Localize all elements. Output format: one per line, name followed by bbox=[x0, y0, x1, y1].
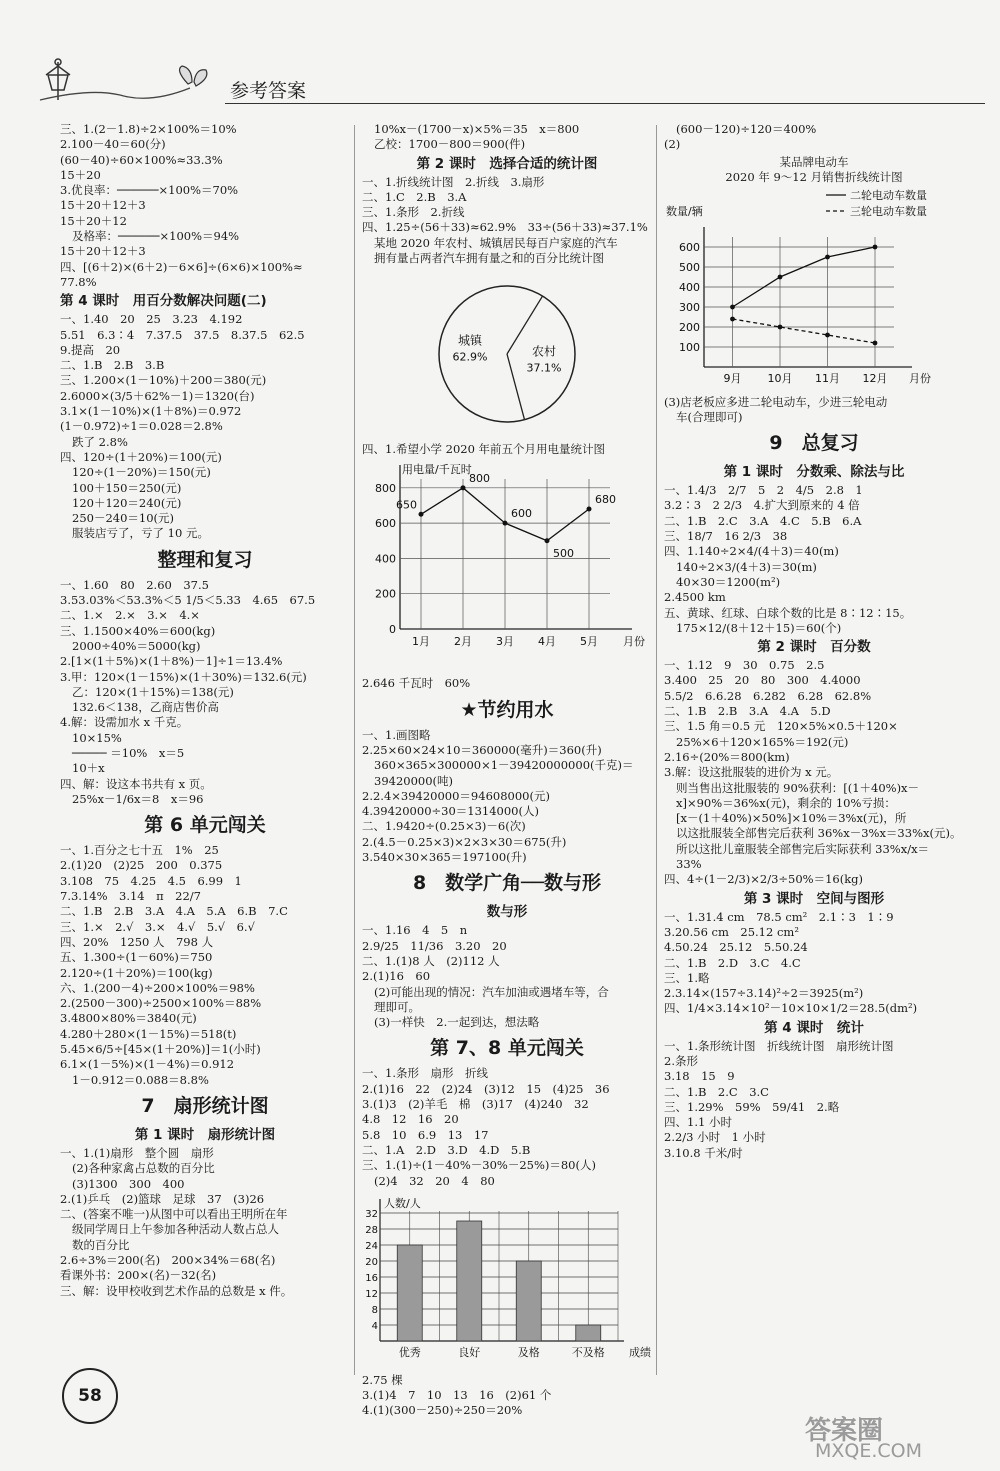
data-point bbox=[873, 340, 878, 345]
y-tick-label: 12 bbox=[365, 1288, 378, 1300]
section-heading: ★节约用水 bbox=[460, 698, 554, 721]
answer-line: 2.100－40＝60(分) bbox=[60, 137, 166, 152]
answer-line: 四、解：设这本书共有 x 页。 bbox=[60, 776, 212, 791]
answer-line: 一、1.(1)扇形 整个圆 扇形 bbox=[60, 1145, 214, 1160]
page-header bbox=[0, 0, 1000, 115]
answer-line: 一、1.60 80 2.60 37.5 bbox=[60, 577, 209, 592]
answer-line: 10＋x bbox=[72, 761, 105, 776]
answer-line: (2)各种家禽占总数的百分比 bbox=[72, 1161, 215, 1176]
y-tick-label: 600 bbox=[375, 517, 396, 531]
answer-line: 一、1.百分之七十五 1% 25 bbox=[60, 843, 219, 858]
answer-line: 2.4500 km bbox=[664, 590, 726, 605]
data-point bbox=[545, 539, 550, 544]
lesson-heading: 第 1 课时 扇形统计图 bbox=[134, 1126, 276, 1143]
answer-line: 5.5/2 6.6.28 6.282 6.28 62.8% bbox=[664, 688, 872, 703]
answer-line: (3)店老板应多进二轮电动车，少进三轮电动 bbox=[664, 394, 888, 409]
data-point bbox=[778, 324, 783, 329]
answer-line: 3.(1)4 7 10 13 16 (2)61 个 bbox=[362, 1388, 552, 1403]
answer-line: (600－120)÷120＝400% bbox=[676, 122, 817, 136]
page-number: 58 bbox=[62, 1368, 118, 1424]
x-axis-unit: 月份 bbox=[623, 635, 645, 649]
y-tick-label: 400 bbox=[679, 280, 700, 294]
y-tick-label: 300 bbox=[679, 300, 700, 314]
answer-line: 4.8 12 16 20 bbox=[362, 1112, 459, 1127]
section-heading: 8 数学广角──数与形 bbox=[412, 872, 602, 895]
answer-line: (3)一样快 2.一起到达，想法略 bbox=[374, 1015, 540, 1030]
bar-chart bbox=[362, 1191, 652, 1371]
answer-line: 3.2∶3 2 2/3 4.扩大到原来的 4 倍 bbox=[664, 498, 860, 513]
answer-line: 2.3.14×(157÷3.14)²÷2＝3925(m²) bbox=[664, 986, 864, 1001]
answer-line: 33% bbox=[676, 857, 702, 872]
column-2-bottom bbox=[362, 1373, 652, 1419]
answer-line: 15＋20 bbox=[60, 167, 101, 182]
answer-line: 2.(1)乒乓 (2)篮球 足球 37 (3)26 bbox=[60, 1191, 265, 1206]
answer-line: [x－(1＋40%)×50%]×10%＝3%x(元)，所 bbox=[676, 811, 907, 826]
lesson-heading: 第 1 课时 分数乘、除法与比 bbox=[723, 464, 905, 481]
series-line-two-wheel bbox=[733, 247, 876, 307]
answer-line: 2.6÷3%＝200(名) 200×34%＝68(名) bbox=[60, 1253, 276, 1267]
answer-line: 2.(1)16 60 bbox=[362, 969, 431, 984]
bar bbox=[397, 1245, 422, 1341]
answer-line: 4.50.24 25.12 5.50.24 bbox=[664, 940, 808, 955]
answer-line: 2.9/25 11/36 3.20 20 bbox=[362, 938, 507, 953]
answer-line: 15＋20＋12＋3 bbox=[60, 198, 146, 213]
x-tick-label: 3月 bbox=[496, 635, 514, 649]
lamp-icon bbox=[46, 59, 70, 100]
answer-line: 服装店亏了，亏了 10 元。 bbox=[72, 526, 209, 541]
answer-line: 拥有量占两者汽车拥有量之和的百分比统计图 bbox=[374, 251, 604, 266]
y-tick-label: 20 bbox=[365, 1256, 378, 1268]
chart-title: 四、1.希望小学 2020 年前五个月用电量统计图 bbox=[362, 442, 606, 457]
answer-line: 3.108 75 4.25 4.5 6.99 1 bbox=[60, 873, 242, 888]
y-axis-label: 数量/辆 bbox=[666, 204, 703, 218]
answer-line: 所以这批儿童服装全部售完后实际获利 33%x/x＝ bbox=[676, 841, 930, 856]
bar bbox=[457, 1221, 482, 1341]
answer-line: 7.3.14% 3.14 π 22/7 bbox=[60, 889, 201, 904]
answer-line: 理即可。 bbox=[374, 999, 420, 1014]
answer-line: 一、1.条形统计图 折线统计图 扇形统计图 bbox=[664, 1038, 894, 1053]
answer-line: 跌了 2.8% bbox=[72, 434, 128, 449]
y-tick-label: 200 bbox=[375, 588, 396, 602]
data-label: 600 bbox=[511, 507, 532, 521]
data-label: 800 bbox=[469, 472, 490, 486]
x-tick-label: 2月 bbox=[454, 635, 472, 649]
answer-line: 120÷(1－20%)＝150(元) bbox=[72, 465, 211, 480]
answer-column-2 bbox=[362, 122, 652, 1419]
answer-line: 四、[(6＋2)×(6＋2)－6×6]÷(6×6)×100%≈ bbox=[60, 259, 303, 274]
answer-line: 3.540×30×365＝197100(升) bbox=[362, 850, 527, 865]
answer-line: 175×12/(8＋12＋15)＝60(个) bbox=[676, 620, 842, 635]
answer-line: 3.10.8 千米/时 bbox=[664, 1145, 743, 1160]
column-divider bbox=[656, 125, 657, 1375]
answer-line: 2.16÷(20%＝800(km) bbox=[664, 749, 790, 764]
answer-line: x]×90%＝36%x(元)，剩余的 10%亏损： bbox=[676, 795, 896, 810]
answer-line: 25%x－1/6x＝8 x＝96 bbox=[72, 791, 204, 806]
answer-line: 三、1.× 2.√ 3.× 4.√ 5.√ 6.√ bbox=[60, 919, 255, 934]
answer-line: 及格率：──────×100%＝94% bbox=[72, 229, 240, 244]
answer-line: 132.6＜138，乙商店售价高 bbox=[72, 700, 219, 715]
answer-line: 三、1.略 bbox=[664, 970, 710, 985]
pie-slice-value: 62.9% bbox=[452, 350, 488, 364]
x-tick-label: 12月 bbox=[862, 371, 888, 385]
data-point bbox=[419, 512, 424, 517]
column-3-middle bbox=[664, 395, 964, 1161]
answer-line: 3.400 25 20 80 300 4.4000 bbox=[664, 673, 861, 688]
answer-line: 2.2/3 小时 1 小时 bbox=[664, 1130, 766, 1145]
answer-line: 一、1.31.4 cm 78.5 cm² 2.1∶3 1∶9 bbox=[664, 909, 894, 924]
answer-line: 5.45×6/5÷[45×(1＋20%)]＝1(小时) bbox=[60, 1042, 261, 1057]
answer-line: 三、1.1500×40%＝600(kg) bbox=[60, 623, 216, 638]
x-axis-unit: 月份 bbox=[909, 371, 931, 385]
answer-line: 120＋120＝240(元) bbox=[72, 495, 182, 510]
answer-line: 三、1.(1)÷(1－40%－30%－25%)＝80(人) bbox=[362, 1158, 596, 1173]
section-heading: 7 扇形统计图 bbox=[141, 1094, 269, 1117]
y-tick-label: 0 bbox=[389, 623, 396, 637]
answer-line: 四、120÷(1＋20%)＝100(元) bbox=[60, 449, 222, 464]
answer-line: 四、1.1 小时 bbox=[664, 1115, 732, 1130]
pie-slice-label: 农村 bbox=[532, 344, 557, 359]
answer-line: 五、黄球、红球、白球个数的比是 8∶12∶15。 bbox=[664, 605, 912, 620]
answer-line: 一、1.16 4 5 n bbox=[362, 923, 468, 938]
header-title: 参考答案 bbox=[230, 80, 307, 102]
pie-slice-boundary bbox=[507, 354, 525, 420]
chart-title-2: 2020 年 9～12 月销售折线统计图 bbox=[725, 169, 903, 184]
x-tick-label: 10月 bbox=[767, 371, 793, 385]
answer-line: 2.(2500－300)÷2500×100%＝88% bbox=[60, 996, 262, 1011]
lesson-heading: 第 2 课时 选择合适的统计图 bbox=[416, 155, 598, 172]
x-tick-label: 不及格 bbox=[571, 1345, 605, 1359]
answer-line: 一、1.折线统计图 2.折线 3.扇形 bbox=[362, 174, 545, 189]
answer-line: 车(合理即可) bbox=[676, 409, 743, 424]
answer-line: 三、1.5 角＝0.5 元 120×5%×0.5＋120× bbox=[664, 719, 898, 734]
header-rule bbox=[225, 103, 985, 104]
answer-line: 二、1.× 2.× 3.× 4.× bbox=[60, 608, 200, 623]
answer-line: 2.6000×(3/5＋62%－1)＝1320(台) bbox=[60, 388, 255, 403]
answer-line: 一、1.4/3 2/7 5 2 4/5 2.8 1 bbox=[664, 483, 863, 498]
answer-line: 乙：120×(1＋15%)＝138(元) bbox=[72, 684, 234, 699]
series-line-three-wheel bbox=[733, 319, 876, 343]
y-tick-label: 600 bbox=[679, 240, 700, 254]
answer-line: 二、1.B 2.C 3.C bbox=[664, 1084, 769, 1099]
answer-line: 100＋150＝250(元) bbox=[72, 480, 182, 495]
answer-line: 二、1.B 2.B 3.B bbox=[60, 358, 165, 373]
data-point bbox=[778, 274, 783, 279]
answer-line: 四、4÷(1－2/3)×2/3÷50%＝16(kg) bbox=[664, 872, 864, 887]
y-tick-label: 28 bbox=[365, 1224, 378, 1236]
answer-line: 1－0.912＝0.088＝8.8% bbox=[72, 1072, 209, 1087]
pie-slice-label: 城镇 bbox=[457, 333, 482, 348]
answer-line: (3)1300 300 400 bbox=[72, 1176, 185, 1191]
answer-line: 2.75 棵 bbox=[362, 1372, 403, 1387]
answer-line: 4.解：设需加水 x 千克。 bbox=[60, 715, 189, 730]
answer-line: 2.25×60×24×10＝360000(毫升)＝360(升) bbox=[362, 742, 602, 757]
answer-line: 一、1.画图略 bbox=[362, 727, 431, 742]
answer-line: 二、1.B 2.C 3.A 4.C 5.B 6.A bbox=[664, 513, 862, 528]
answer-column-3 bbox=[664, 122, 964, 1161]
answer-line: 4.(1)(300－250)÷250＝20% bbox=[362, 1403, 523, 1418]
answer-line: 三、1.(2－1.8)÷2×100%＝10% bbox=[60, 122, 237, 136]
x-tick-label: 9月 bbox=[723, 371, 742, 385]
data-label: 500 bbox=[553, 547, 574, 561]
y-tick-label: 24 bbox=[365, 1240, 378, 1252]
answer-line: 140÷2×3/(4＋3)＝30(m) bbox=[676, 559, 817, 574]
answer-line: 二、1.9420÷(0.25×3)－6(次) bbox=[362, 819, 526, 834]
answer-line: 二、1.(1)8 人 (2)112 人 bbox=[362, 953, 500, 968]
answer-line: 五、1.300÷(1－60%)＝750 bbox=[60, 950, 213, 965]
answer-line: 看课外书：200×(名)－32(名) bbox=[60, 1268, 217, 1283]
answer-line: 四、1.25÷(56＋33)≈62.9% 33÷(56＋33)≈37.1% bbox=[362, 220, 648, 235]
answer-line: 以这批服装全部售完后获利 36%x－3%x＝33%x(元)。 bbox=[676, 826, 962, 841]
answer-line: 10×15% bbox=[72, 730, 122, 745]
x-tick-label: 5月 bbox=[580, 635, 598, 649]
answer-line: 二、1.C 2.B 3.A bbox=[362, 189, 467, 204]
answer-line: 三、1.29% 59% 59/41 2.略 bbox=[664, 1099, 840, 1114]
y-tick-label: 500 bbox=[679, 260, 700, 274]
answer-line: 二、1.A 2.D 3.D 4.D 5.B bbox=[362, 1142, 531, 1157]
column-2-middle bbox=[362, 676, 652, 1188]
answer-line: 15＋20＋12 bbox=[60, 213, 127, 228]
answer-line: (2)可能出现的情况：汽车加油或遇堵车等，合 bbox=[374, 984, 609, 999]
answer-line: 四、1/4×3.14×10²－10×10×1/2＝28.5(dm²) bbox=[664, 1001, 918, 1016]
y-tick-label: 400 bbox=[375, 552, 396, 566]
answer-line: 4.280＋280×(1－15%)＝518(t) bbox=[60, 1026, 237, 1041]
column-3-top bbox=[664, 122, 964, 153]
y-tick-label: 800 bbox=[375, 482, 396, 496]
chart-title-1: 某品牌电动车 bbox=[779, 154, 849, 169]
y-tick-label: 100 bbox=[679, 340, 700, 354]
pie-slice-value: 37.1% bbox=[526, 361, 562, 375]
answer-line: 2.(1)20 (2)25 200 0.375 bbox=[60, 858, 223, 873]
data-point bbox=[587, 507, 592, 512]
data-label: 680 bbox=[595, 493, 616, 507]
x-tick-label: 优秀 bbox=[398, 1345, 421, 1359]
header-decoration bbox=[0, 0, 1000, 115]
y-tick-label: 8 bbox=[371, 1304, 378, 1316]
answer-line: 360×365×300000×1－39420000000(千克)＝ bbox=[374, 758, 634, 773]
answer-line: (2)4 32 20 4 80 bbox=[374, 1173, 495, 1188]
section-heading: 第 6 单元闯关 bbox=[144, 814, 266, 837]
data-point bbox=[461, 486, 466, 491]
y-tick-label: 4 bbox=[371, 1320, 378, 1332]
answer-line: 4.39420000÷30＝1314000(人) bbox=[362, 804, 539, 819]
data-point bbox=[503, 521, 508, 526]
answer-line: 2.120÷(1＋20%)＝100(kg) bbox=[60, 965, 213, 980]
y-tick-label: 32 bbox=[365, 1208, 378, 1220]
pie-chart bbox=[362, 268, 652, 440]
lesson-heading: 第 3 课时 空间与图形 bbox=[743, 890, 885, 907]
answer-line: 二、1.B 2.B 3.A 4.A 5.D bbox=[664, 704, 831, 719]
data-point bbox=[730, 304, 735, 309]
electricity-line-chart bbox=[362, 442, 652, 674]
answer-line: 二、1.B 2.D 3.C 4.C bbox=[664, 955, 801, 970]
butterfly-icon bbox=[180, 66, 207, 86]
lesson-heading: 第 4 课时 统计 bbox=[764, 1019, 864, 1036]
y-axis-label: 用电量/千瓦时 bbox=[402, 463, 472, 477]
data-point bbox=[825, 332, 830, 337]
answer-line: 四、20% 1250 人 798 人 bbox=[60, 934, 214, 949]
answer-line: 6.1×(1－5%)×(1－4%)＝0.912 bbox=[60, 1057, 235, 1072]
answer-line: 乙校：1700－800＝900(件) bbox=[374, 137, 526, 152]
answer-line: 2.(4.5－0.25×3)×2×3×30＝675(升) bbox=[362, 834, 567, 849]
answer-line: 25%×6＋120×165%＝192(元) bbox=[676, 734, 849, 749]
answer-line: 9.提高 20 bbox=[60, 342, 121, 357]
answer-column-1 bbox=[60, 122, 350, 1299]
x-tick-label: 4月 bbox=[538, 635, 556, 649]
section-heading: 9 总复习 bbox=[769, 432, 859, 455]
answer-line: 六、1.(200－4)÷200×100%＝98% bbox=[60, 980, 255, 995]
data-label: 650 bbox=[396, 498, 417, 512]
answer-line: 则当售出这批服装的 90%获利：[(1＋40%)x－ bbox=[676, 780, 920, 795]
x-tick-label: 1月 bbox=[412, 635, 430, 649]
answer-line: 三、解：设甲校收到艺术作品的总数是 x 件。 bbox=[60, 1283, 293, 1298]
line-chart-svg bbox=[362, 457, 652, 672]
answer-line: 2.646 千瓦时 60% bbox=[362, 676, 471, 691]
lesson-heading: 数与形 bbox=[486, 904, 528, 921]
answer-line: 15＋20＋12＋3 bbox=[60, 244, 146, 259]
answer-line: 77.8% bbox=[60, 274, 97, 289]
answer-line: 10%x－(1700－x)×5%＝35 x＝800 bbox=[374, 122, 580, 136]
column-divider bbox=[354, 125, 355, 1375]
line-chart-svg bbox=[664, 185, 964, 393]
lesson-heading: 第 4 课时 用百分数解决问题(二) bbox=[60, 293, 267, 310]
y-tick-label: 200 bbox=[679, 320, 700, 334]
y-axis-label: 人数/人 bbox=[384, 1196, 421, 1210]
answer-line: 3.解：设这批服装的进价为 x 元。 bbox=[664, 765, 839, 780]
bar-chart-svg bbox=[362, 1191, 652, 1371]
answer-line: 5.51 6.3∶4 7.37.5 37.5 8.37.5 62.5 bbox=[60, 327, 305, 342]
section-heading: 第 7、8 单元闯关 bbox=[430, 1037, 584, 1060]
ebike-line-chart bbox=[664, 155, 964, 393]
answer-line: 40×30＝1200(m²) bbox=[676, 574, 781, 589]
legend-label: 三轮电动车数量 bbox=[850, 204, 927, 218]
legend-label: 二轮电动车数量 bbox=[850, 188, 927, 202]
answer-line: 2.条形 bbox=[664, 1053, 698, 1068]
bar bbox=[576, 1325, 601, 1341]
answer-line: 级同学周日上午参加各种活动人数占总人 bbox=[72, 1222, 279, 1237]
answer-line: 250－240＝10(元) bbox=[72, 511, 175, 526]
answer-line: 3.4800×80%＝3840(元) bbox=[60, 1011, 197, 1026]
bar bbox=[516, 1261, 541, 1341]
answer-line: (1－0.972)÷1＝0.028＝2.8% bbox=[60, 419, 223, 434]
answer-line: ───── ＝10% x＝5 bbox=[72, 745, 185, 760]
answer-line: 3.优良率：──────×100%＝70% bbox=[60, 183, 239, 198]
column-2-top bbox=[362, 122, 652, 266]
answer-line: 某地 2020 年农村、城镇居民每百户家庭的汽车 bbox=[374, 235, 618, 250]
answer-line: 三、18/7 16 2/3 38 bbox=[664, 529, 788, 544]
answer-line: 一、1.条形 扇形 折线 bbox=[362, 1066, 488, 1081]
answer-line: 3.(1)3 (2)羊毛 棉 (3)17 (4)240 32 bbox=[362, 1097, 589, 1112]
pie-chart-svg bbox=[362, 268, 652, 440]
answer-line: 数的百分比 bbox=[72, 1237, 130, 1252]
answer-line: 5.8 10 6.9 13 17 bbox=[362, 1127, 489, 1142]
answer-line: 一、1.40 20 25 3.23 4.192 bbox=[60, 312, 243, 327]
answer-line: 39420000(吨) bbox=[374, 773, 454, 788]
x-tick-label: 11月 bbox=[815, 371, 840, 385]
answer-line: 三、1.200×(1－10%)＋200＝380(元) bbox=[60, 373, 267, 388]
x-axis-unit: 成绩 bbox=[629, 1345, 651, 1359]
watermark-logo: 答案圈 bbox=[805, 1416, 884, 1446]
answer-line: 3.1×(1－10%)×(1＋8%)＝0.972 bbox=[60, 404, 242, 419]
data-point bbox=[730, 316, 735, 321]
answer-line: 3.甲：120×(1－15%)×(1＋30%)＝132.6(元) bbox=[60, 669, 307, 684]
answer-line: 3.53.03%＜53.3%＜5 1/5＜5.33 4.65 67.5 bbox=[60, 593, 316, 608]
answer-line: 二、(答案不唯一)从图中可以看出王明所在年 bbox=[60, 1207, 288, 1222]
x-tick-label: 及格 bbox=[517, 1345, 540, 1359]
answer-line: (60－40)÷60×100%≈33.3% bbox=[60, 152, 223, 167]
section-heading: 整理和复习 bbox=[157, 548, 253, 571]
answer-line: (2) bbox=[664, 137, 681, 152]
answer-line: 2.2.4×39420000＝94608000(元) bbox=[362, 788, 550, 803]
answer-line: 2.[1×(1＋5%)×(1＋8%)－1]÷1＝13.4% bbox=[60, 654, 283, 669]
answer-line: 2.(1)16 22 (2)24 (3)12 15 (4)25 36 bbox=[362, 1081, 610, 1096]
answer-line: 四、1.140÷2×4/(4＋3)＝40(m) bbox=[664, 544, 839, 559]
answer-line: 3.20.56 cm 25.12 cm² bbox=[664, 924, 799, 939]
answer-line: 3.18 15 9 bbox=[664, 1069, 735, 1084]
x-tick-label: 良好 bbox=[458, 1345, 481, 1359]
answer-line: 2000÷40%＝5000(kg) bbox=[72, 638, 201, 653]
lesson-heading: 第 2 课时 百分数 bbox=[757, 639, 871, 656]
watermark-url: MXQE.COM bbox=[815, 1440, 923, 1462]
answer-line: 三、1.条形 2.折线 bbox=[362, 205, 465, 220]
answer-line: 二、1.B 2.B 3.A 4.A 5.A 6.B 7.C bbox=[60, 904, 288, 919]
data-point bbox=[825, 254, 830, 259]
answer-line: 一、1.12 9 30 0.75 2.5 bbox=[664, 658, 825, 673]
y-tick-label: 16 bbox=[365, 1272, 378, 1284]
data-point bbox=[873, 244, 878, 249]
